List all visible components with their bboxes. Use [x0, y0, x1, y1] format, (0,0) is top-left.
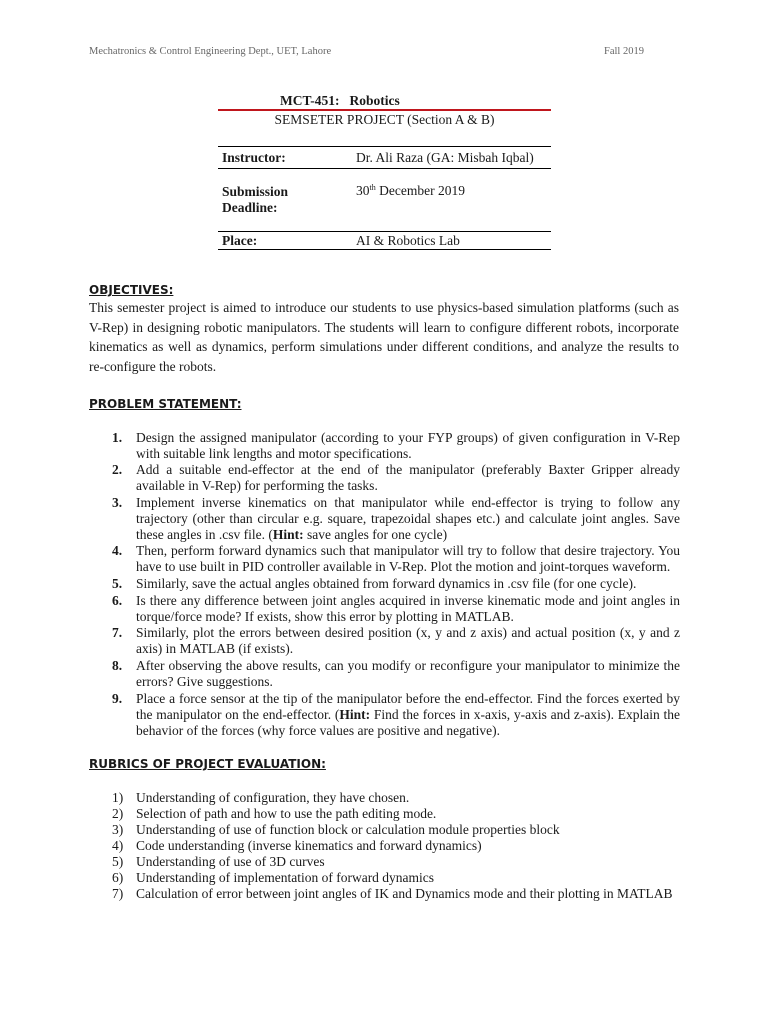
- problem-item: [112, 462, 680, 494]
- course-code: MCT-451:: [280, 93, 340, 108]
- rubric-item-text: Understanding of configuration, they have chosen.: [136, 790, 410, 805]
- problem-item-text: Similarly, plot the errors between desired position (x, y and z axis) and actual position (x, y and z axis) in MATLAB (if exists).: [136, 625, 680, 656]
- problem-item-number: 1.: [112, 430, 123, 445]
- rubrics-heading: RUBRICS OF PROJECT EVALUATION:: [89, 757, 326, 771]
- problem-item: [112, 658, 680, 690]
- info-table-rule-1: [218, 168, 551, 169]
- project-subtitle: SEMSETER PROJECT (Section A & B): [274, 112, 495, 127]
- rubric-item-number: 7): [112, 886, 124, 901]
- problem-item-text: Design the assigned manipulator (according to your FYP groups) of given configuration in V-Rep with suitable link lengths and motor specifications.: [136, 430, 680, 461]
- deadline-month-year: December 2019: [375, 183, 465, 198]
- title-divider: [218, 109, 551, 111]
- rubric-item-text: Understanding of implementation of forward dynamics: [136, 870, 435, 885]
- problem-item: [112, 593, 680, 625]
- rubric-item-text: Code understanding (inverse kinematics and forward dynamics): [136, 838, 482, 853]
- rubric-item-text: Selection of path and how to use the path editing mode.: [136, 806, 437, 821]
- problem-item-text-pre: Implement inverse kinematics on that manipulator while end-effector is trying to follow any trajectory (other than circular e.g. square, trapezoidal shapes etc.) and calculate joint angles. Save these angles in .csv file. (: [136, 495, 680, 542]
- problem-item-number: 9.: [112, 691, 123, 706]
- running-header-term: Fall 2019: [604, 46, 644, 57]
- rubric-item-number: 3): [112, 822, 124, 837]
- objectives-text: This semester project is aimed to introduce our students to use physics-based simulation platforms (such as V-Rep) in designing robotic manipulators. The students will learn to configure different robots, incorporate kinematics as well as dynamics, perform simulations under different conditions, and analyze the results to re-configure the robots.: [89, 300, 679, 374]
- course-title: [280, 93, 400, 109]
- problem-item: [112, 543, 680, 575]
- hint-label: Hint:: [339, 707, 371, 722]
- rubric-item: [112, 822, 560, 838]
- rubric-item: [112, 806, 436, 822]
- problem-item-text: Add a suitable end-effector at the end of the manipulator (preferably Baxter Gripper already available in V-Rep) for performing the tasks.: [136, 462, 680, 493]
- deadline-day: 30: [356, 183, 370, 198]
- instructor-value: Dr. Ali Raza (GA: Misbah Iqbal): [356, 150, 534, 165]
- problem-item-text-post: Find the forces in x-axis, y-axis and z-axis). Explain the behavior of the forces (why force values are positive and negative).: [136, 707, 680, 738]
- rubric-item: [112, 790, 409, 806]
- deadline-value: [356, 183, 465, 199]
- problem-item: [112, 576, 680, 592]
- problem-item: [112, 691, 680, 739]
- problem-heading: PROBLEM STATEMENT:: [89, 397, 242, 411]
- rubric-item-number: 2): [112, 806, 124, 821]
- rubric-item: [112, 838, 482, 854]
- problem-item-number: 5.: [112, 576, 123, 591]
- course-name: Robotics: [349, 93, 400, 108]
- problem-item-number: 7.: [112, 625, 123, 640]
- problem-item-text: After observing the above results, can you modify or reconfigure your manipulator to minimize the errors? Give suggestions.: [136, 658, 680, 689]
- problem-item-number: 4.: [112, 543, 123, 558]
- info-table-rule-top: [218, 146, 551, 147]
- problem-item-text-pre: Place a force sensor at the tip of the manipulator before the end-effector. Find the forces exerted by the manipulator on the end-effector. (: [136, 691, 680, 722]
- problem-item-text-post: save angles for one cycle): [303, 527, 448, 542]
- problem-item-number: 3.: [112, 495, 123, 510]
- rubric-item-number: 5): [112, 854, 124, 869]
- hint-label: Hint:: [272, 527, 304, 542]
- deadline-label: [222, 184, 288, 216]
- deadline-label-line1: Submission: [222, 184, 289, 199]
- info-table-rule-2: [218, 231, 551, 232]
- problem-item-number: 6.: [112, 593, 123, 608]
- deadline-day-suffix: th: [369, 183, 376, 192]
- rubric-item-number: 4): [112, 838, 124, 853]
- problem-item-number: 8.: [112, 658, 123, 673]
- rubric-item-text: Calculation of error between joint angles of IK and Dynamics mode and their plotting in MATLAB: [136, 886, 673, 901]
- deadline-label-line2: Deadline:: [222, 200, 278, 215]
- problem-item-text: Then, perform forward dynamics such that manipulator will try to follow that desire trajectory. You have to use built in PID controller available in V-Rep. Plot the motion and joint-torques waveform.: [136, 543, 680, 574]
- rubric-item-number: 1): [112, 790, 124, 805]
- problem-item: [112, 625, 680, 657]
- rubric-item: [112, 870, 434, 886]
- rubric-item-text: Understanding of use of 3D curves: [136, 854, 325, 869]
- running-header-dept: Mechatronics & Control Engineering Dept., UET, Lahore: [89, 46, 332, 57]
- objectives-heading: OBJECTIVES:: [89, 283, 174, 297]
- place-label: Place:: [222, 233, 258, 248]
- rubric-item: [112, 854, 325, 870]
- problem-item: [112, 430, 680, 462]
- problem-item-text: Similarly, save the actual angles obtained from forward dynamics in .csv file (for one cycle).: [136, 576, 637, 591]
- rubric-item-text: Understanding of use of function block or calculation module properties block: [136, 822, 560, 837]
- problem-item: [112, 495, 680, 543]
- problem-item-text: [136, 495, 680, 543]
- problem-item-text: Is there any difference between joint angles acquired in inverse kinematic mode and joint angles in torque/force mode? If exists, show this error by plotting in MATLAB.: [136, 593, 680, 624]
- info-table-rule-bottom: [218, 249, 551, 250]
- rubric-item-number: 6): [112, 870, 124, 885]
- instructor-label: Instructor:: [222, 150, 286, 165]
- problem-item-number: 2.: [112, 462, 123, 477]
- place-value: AI & Robotics Lab: [356, 233, 460, 248]
- rubric-item: [112, 886, 673, 902]
- problem-item-text: [136, 691, 680, 739]
